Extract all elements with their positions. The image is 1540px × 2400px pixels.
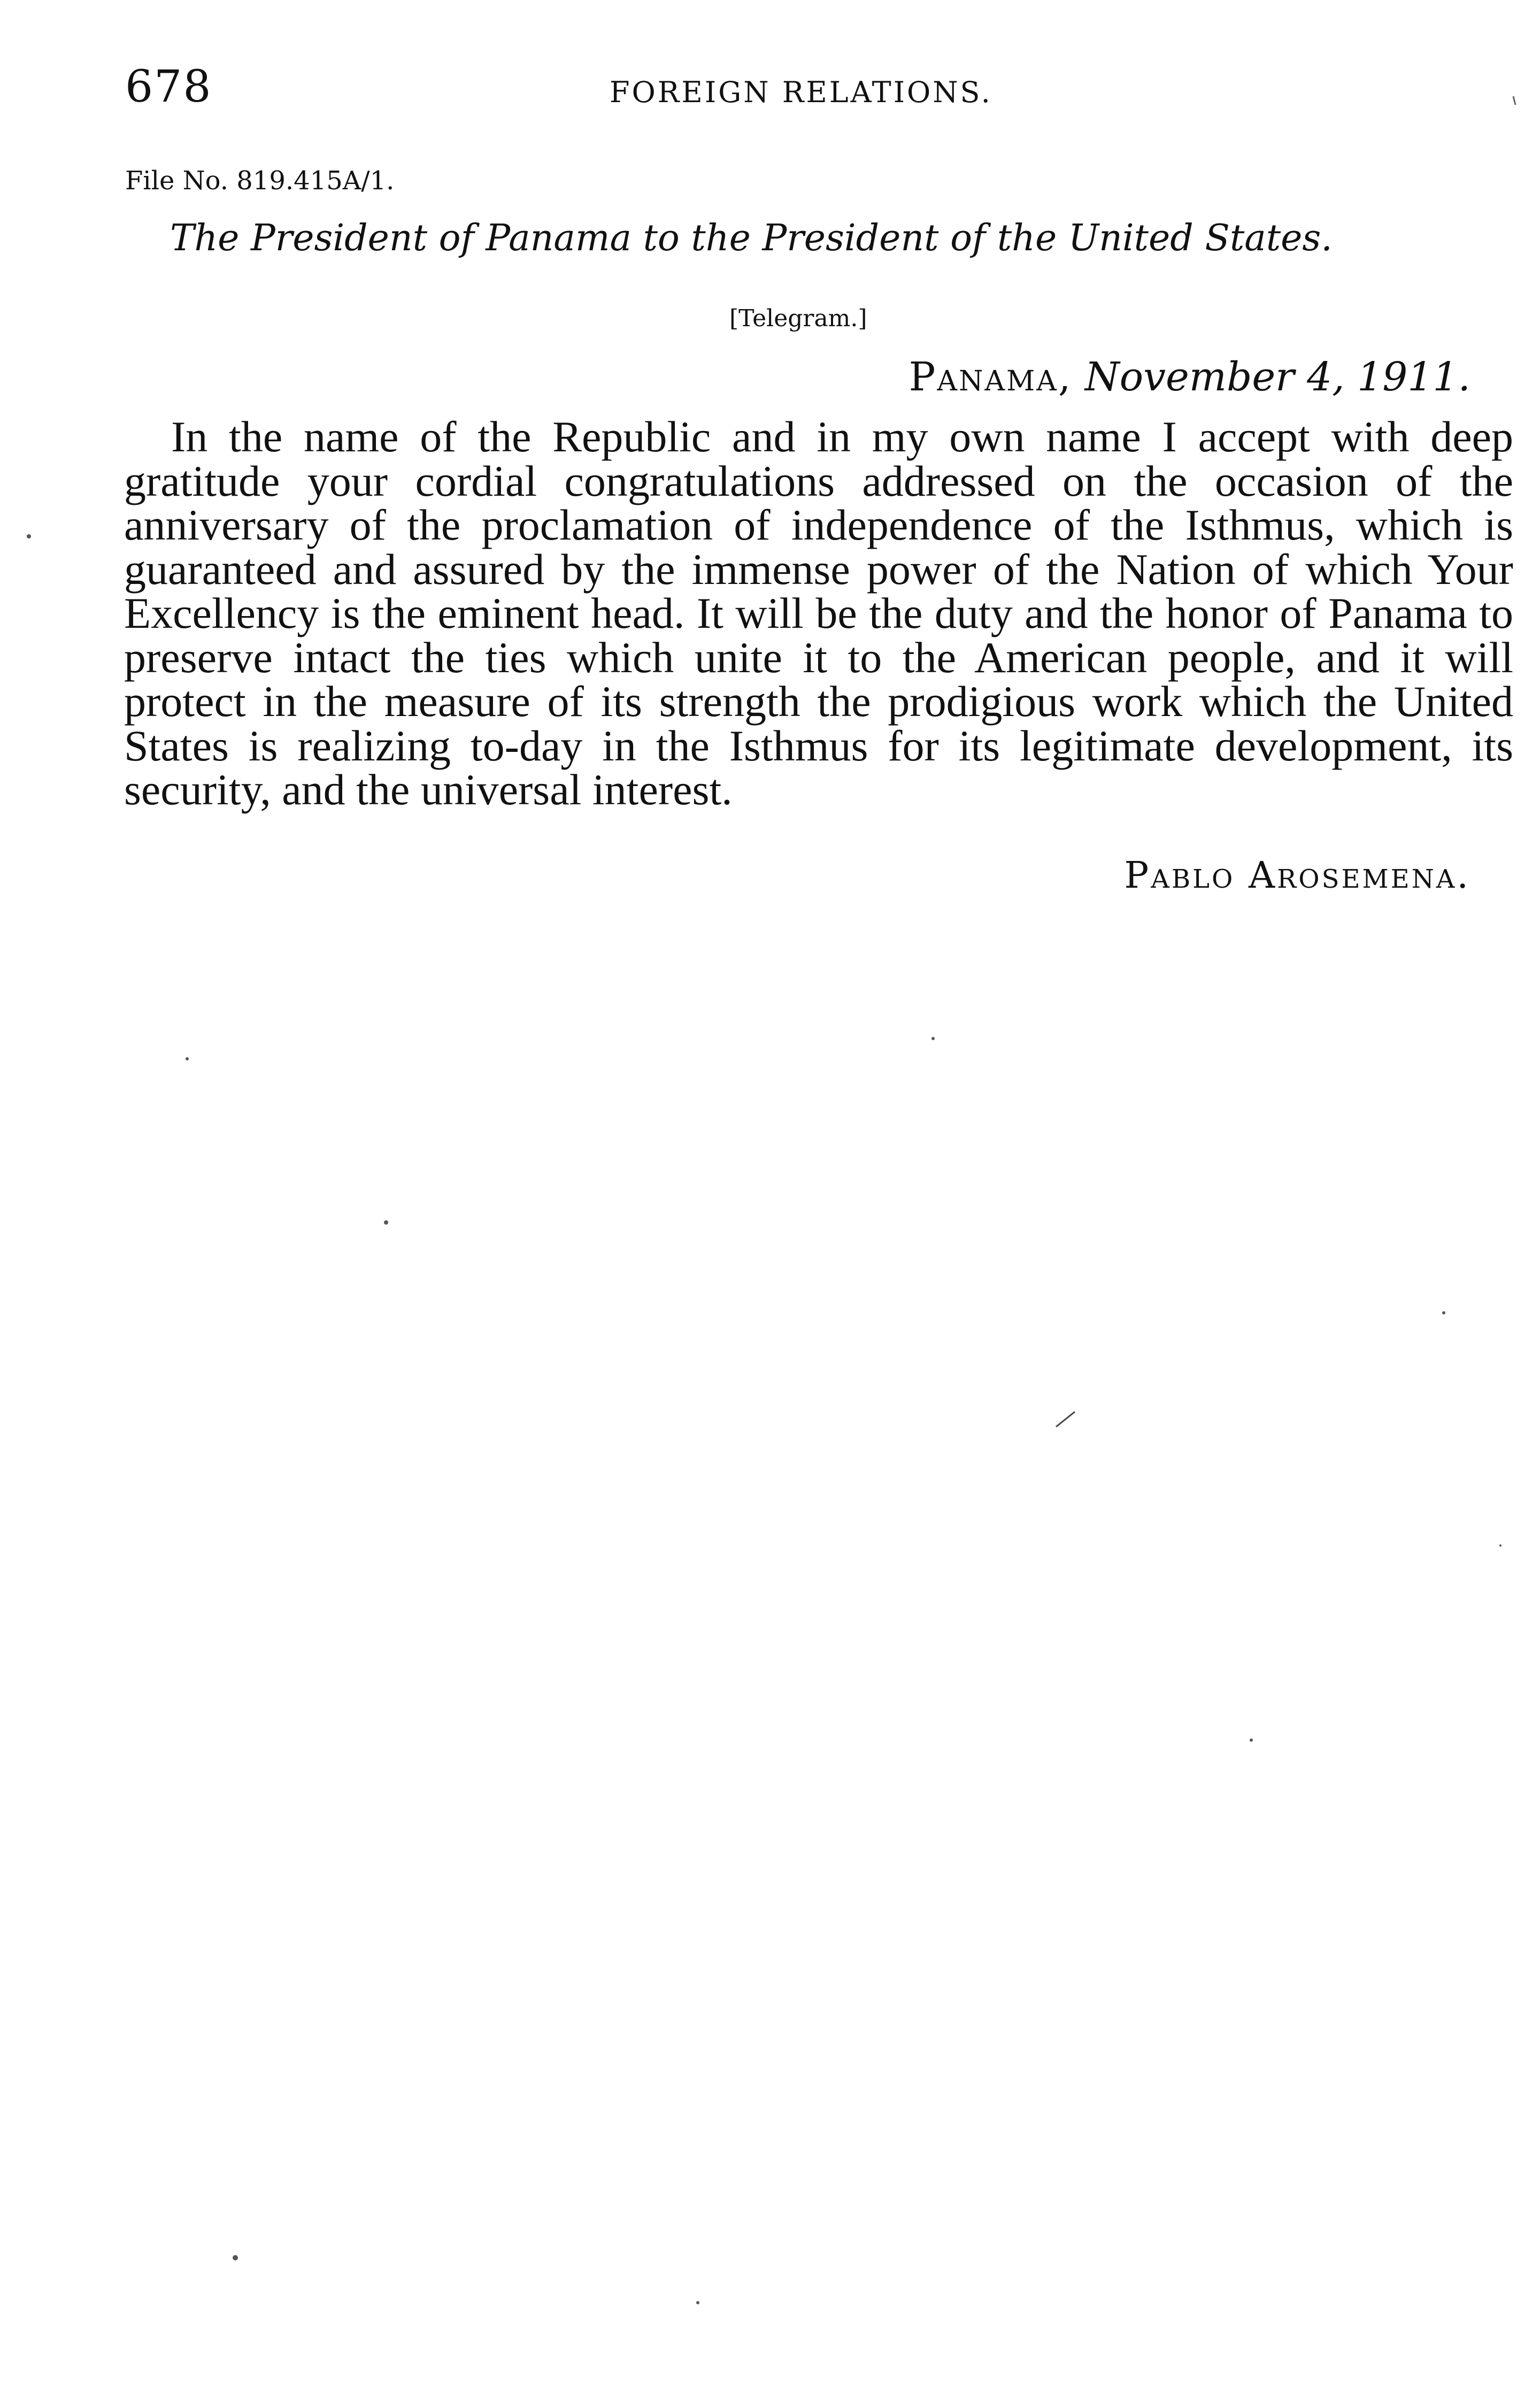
telegram-note: [Telegram.] <box>729 305 867 332</box>
document-title: The President of Panama to the President of the United States. <box>170 217 1333 259</box>
dateline <box>908 354 1470 400</box>
telegram-body: In the name of the Republic and in my own name I accept with deep gratitude your cordial congratulations addressed on the occasion of the anniversary of the proclamation of independence of the Isthmus, which is guaranteed and assured by the immense power of the Nation of which Your Excellency is the eminent head. It will be the duty and the honor of Panama to preserve intact the ties which unite it to the American people, and it will protect in the measure of its strength the prodigious work which the United States is realizing to-day in the Isthmus for its legitimate development, its security, and the universal interest. <box>124 412 1513 814</box>
running-head: FOREIGN RELATIONS. <box>610 75 992 109</box>
page-number: 678 <box>125 61 212 112</box>
dateline-place: Panama, <box>908 354 1073 400</box>
dateline-date: November 4, 1911. <box>1084 354 1470 400</box>
signature: Pablo Arosemena. <box>1124 855 1470 897</box>
file-number: File No. 819.415A/1. <box>125 166 395 196</box>
